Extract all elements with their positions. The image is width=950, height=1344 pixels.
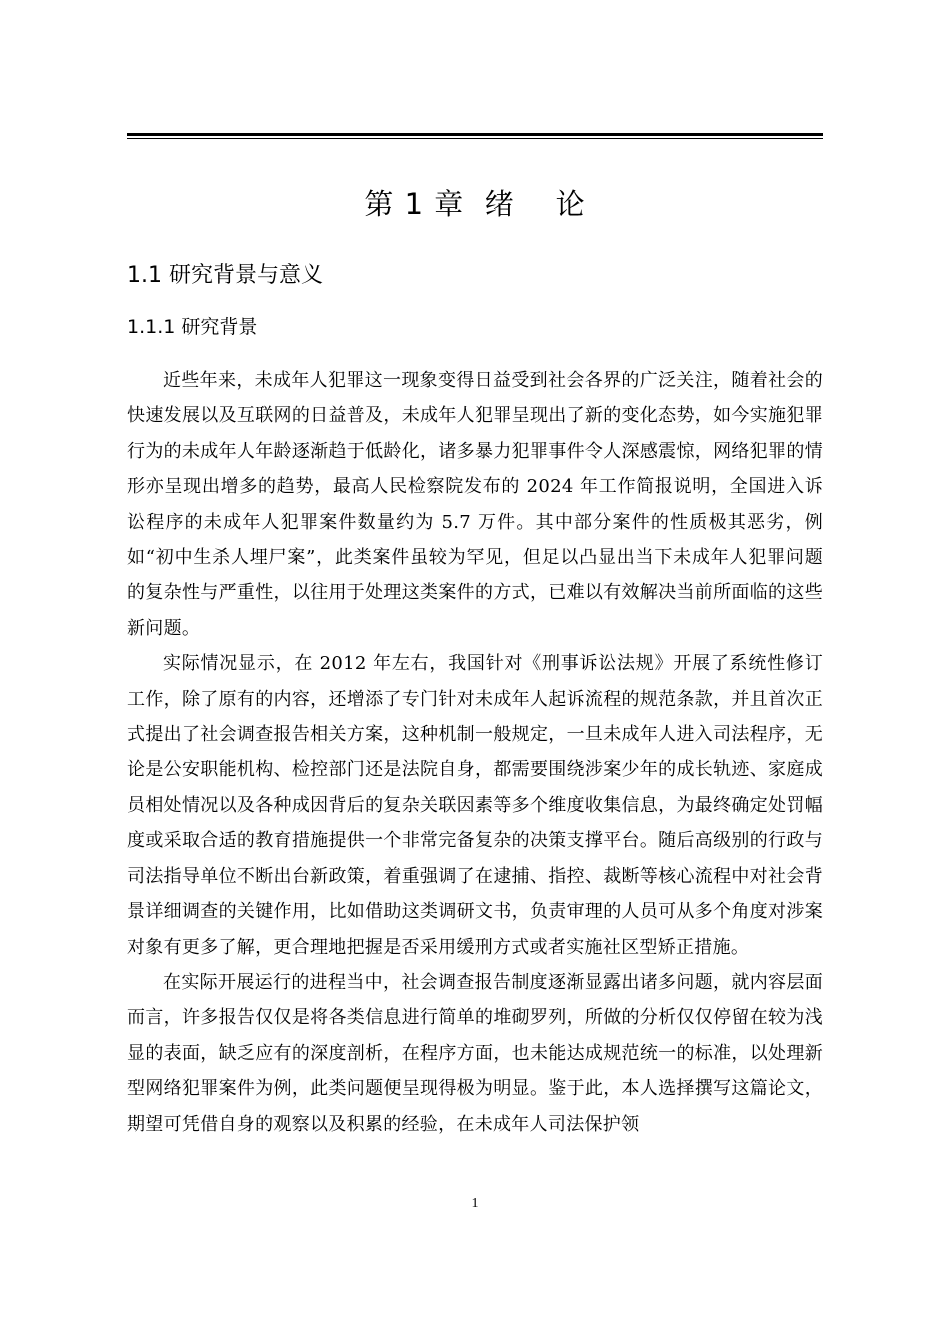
header-rule-thick: [127, 133, 823, 136]
paragraph-1: 近些年来，未成年人犯罪这一现象变得日益受到社会各界的广泛关注，随着社会的快速发展以及互联网的日益普及，未成年人犯罪呈现出了新的变化态势，如今实施犯罪行为的未成年人年龄逐渐趋于低龄化，诸多暴力犯罪事件令人深感震惊，网络犯罪的情形亦呈现出增多的趋势，最高人民检察院发布的 2024 年工作简报说明，全国进入诉讼程序的未成年人犯罪案件数量约为 5.7 万件。其中部分案件的性质极其恶劣，例如“初中生杀人埋尸案”，此类案件虽较为罕见，但足以凸显出当下未成年人犯罪问题的复杂性与严重性，以往用于处理这类案件的方式，已难以有效解决当前所面临的这些新问题。: [127, 370, 823, 639]
page-number: 1: [471, 1196, 479, 1211]
body-text: [127, 363, 823, 1142]
chapter-title: 第 1 章 绪 论: [364, 187, 586, 221]
section-heading: 1.1 研究背景与意义: [127, 263, 323, 288]
paragraph-3: 在实际开展运行的进程当中，社会调查报告制度逐渐显露出诸多问题，就内容层面而言，许多报告仅仅是将各类信息进行简单的堆砌罗列，所做的分析仅仅停留在较为浅显的表面，缺乏应有的深度剖析，在程序方面，也未能达成规范统一的标准，以处理新型网络犯罪案件为例，此类问题便呈现得极为明显。鉴于此，本人选择撰写这篇论文，期望可凭借自身的观察以及积累的经验，在未成年人司法保护领: [127, 971, 823, 1135]
subsection-heading: 1.1.1 研究背景: [127, 316, 258, 338]
paragraph-2: 实际情况显示，在 2012 年左右，我国针对《刑事诉讼法规》开展了系统性修订工作，除了原有的内容，还增添了专门针对未成年人起诉流程的规范条款，并且首次正式提出了社会调查报告相关方案，这种机制一般规定，一旦未成年人进入司法程序，无论是公安职能机构、检控部门还是法院自身，都需要围绕涉案少年的成长轨迹、家庭成员相处情况以及各种成因背后的复杂关联因素等多个维度收集信息，为最终确定处罚幅度或采取合适的教育措施提供一个非常完备复杂的决策支撑平台。随后高级别的行政与司法指导单位不断出台新政策，着重强调了在逮捕、指控、裁断等核心流程中对社会背景详细调查的关键作用，比如借助这类调研文书，负责审理的人员可从多个角度对涉案对象有更多了解，更合理地把握是否采用缓刑方式或者实施社区型矫正措施。: [127, 653, 823, 958]
header-rule-thin: [127, 138, 823, 139]
